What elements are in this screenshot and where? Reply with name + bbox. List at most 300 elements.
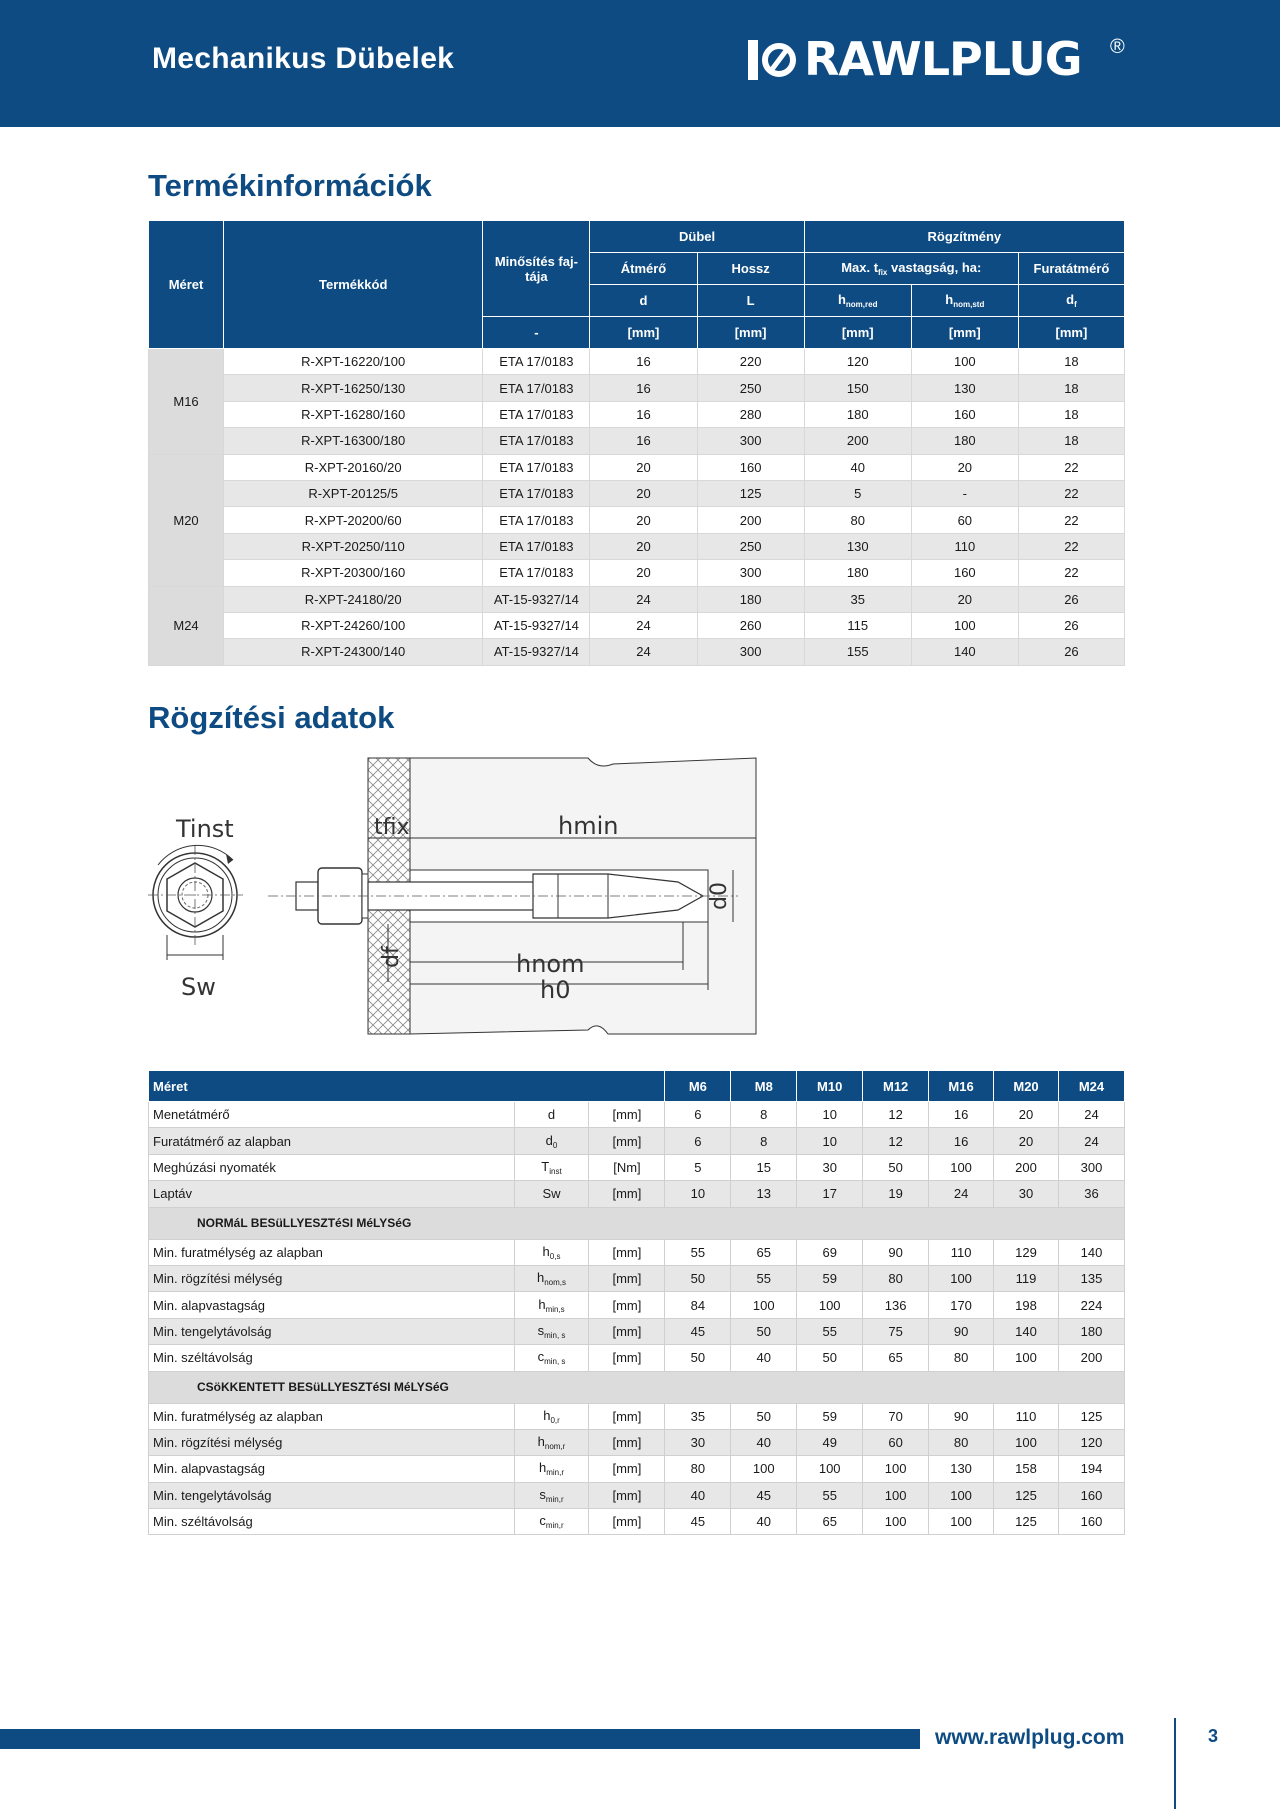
product-table [148,220,1125,666]
row-symbol: $d_0$ [514,1128,589,1154]
table-cell: 55 [731,1265,797,1291]
table-cell: 50 [665,1345,731,1371]
header-hnom-std: $h_{nom,std}$ [911,285,1018,317]
nut-front-view [148,845,243,960]
size-cell: M20 [149,454,224,586]
row-symbol: $h_{min,r}$ [514,1456,589,1482]
table-cell: 100 [863,1509,929,1535]
header-df: $d_f$ [1018,285,1124,317]
footer-url[interactable]: www.rawlplug.com [935,1726,1125,1749]
page-header [0,0,1280,127]
table-cell: 119 [994,1265,1059,1291]
table-cell: 100 [929,1154,994,1180]
table-cell: 20 [994,1128,1059,1154]
table-cell: 16 [590,375,697,401]
unit-dash: - [483,317,590,349]
header-size: M12 [863,1071,929,1102]
row-symbol: $T_{inst}$ [514,1154,589,1180]
table-cell: 13 [731,1181,797,1207]
table-cell: R-XPT-16280/160 [224,401,483,427]
table-cell: ETA 17/0183 [483,428,590,454]
table-row [149,1509,1125,1535]
table-cell: 6 [665,1102,731,1128]
table-cell: R-XPT-20125/5 [224,480,483,506]
table-cell: 18 [1018,375,1124,401]
table-cell: 180 [911,428,1018,454]
table-cell: 224 [1058,1292,1124,1318]
table-row [149,1239,1125,1265]
table-cell: 12 [863,1102,929,1128]
table-cell: 170 [929,1292,994,1318]
row-label: Min. furatmélység az alapban [149,1239,515,1265]
table-cell: 100 [929,1265,994,1291]
table-row [149,349,1125,375]
table-cell: 100 [994,1429,1059,1455]
table-cell: AT-15-9327/14 [483,586,590,612]
table-cell: ETA 17/0183 [483,533,590,559]
table-cell: 19 [863,1181,929,1207]
table-cell: 16 [590,349,697,375]
table-cell: 45 [731,1482,797,1508]
label-d0: d0 [707,882,732,910]
table-cell: 35 [804,586,911,612]
header-minosites: Minősítés faj-tája [483,221,590,317]
table-cell: 20 [911,586,1018,612]
table-cell: - [911,480,1018,506]
table-cell: 100 [731,1456,797,1482]
table-row [149,533,1125,559]
row-unit: [mm] [589,1429,665,1455]
table-cell: 10 [665,1181,731,1207]
table-cell: 200 [804,428,911,454]
table-cell: AT-15-9327/14 [483,639,590,665]
table-row [149,1456,1125,1482]
table-cell: 50 [665,1265,731,1291]
row-symbol: $h_{nom,s}$ [514,1265,589,1291]
table-cell: 250 [697,375,804,401]
row-symbol: $c_{min, s}$ [514,1345,589,1371]
footer-bar [0,1729,920,1749]
table-cell: 24 [590,612,697,638]
table-cell: 10 [797,1102,863,1128]
table-row [149,507,1125,533]
table-cell: 130 [804,533,911,559]
header-meret: Méret [149,1071,665,1102]
logo-text: RAWLPLUG [804,32,1082,86]
unit-mm: [mm] [697,317,804,349]
table-cell: 198 [994,1292,1059,1318]
table-cell: 18 [1018,401,1124,427]
logo-registered: ® [1110,36,1125,58]
table-cell: 22 [1018,454,1124,480]
table-cell: 24 [1058,1128,1124,1154]
table-row [149,375,1125,401]
row-unit: [mm] [589,1345,665,1371]
table-cell: R-XPT-16250/130 [224,375,483,401]
table-cell: 12 [863,1128,929,1154]
table-cell: 22 [1018,507,1124,533]
table-cell: 260 [697,612,804,638]
table-cell: 90 [929,1403,994,1429]
table-cell: 18 [1018,428,1124,454]
table-cell: 90 [863,1239,929,1265]
table-cell: 60 [863,1429,929,1455]
row-symbol: $s_{min, s}$ [514,1318,589,1344]
row-symbol: $h_{nom,r}$ [514,1429,589,1455]
row-unit: [mm] [589,1509,665,1535]
row-symbol: $h_{0,r}$ [514,1403,589,1429]
table-cell: 194 [1058,1456,1124,1482]
table-row [149,1181,1125,1207]
table-cell: 22 [1018,533,1124,559]
table-cell: 15 [731,1154,797,1180]
section-title-product-info: Termékinformációk [148,168,432,203]
table-cell: 55 [797,1318,863,1344]
table-cell: 26 [1018,586,1124,612]
unit-mm: [mm] [804,317,911,349]
table-cell: R-XPT-16220/100 [224,349,483,375]
table-cell: 75 [863,1318,929,1344]
table-cell: 160 [1058,1482,1124,1508]
table-cell: 110 [929,1239,994,1265]
table-cell: 60 [911,507,1018,533]
section-title-installation: Rögzítési adatok [148,700,395,735]
table-cell: 220 [697,349,804,375]
row-unit: [mm] [589,1239,665,1265]
label-sw: Sw [181,973,216,1001]
table-cell: 129 [994,1239,1059,1265]
header-atmero: Átmérő [590,253,697,285]
section-heading: NORMáL BESüLLYESZTéSI MéLYSéG [149,1207,1125,1239]
table-cell: 300 [697,639,804,665]
table-cell: 24 [590,586,697,612]
table-cell: 26 [1018,639,1124,665]
table-cell: 45 [665,1509,731,1535]
table-cell: R-XPT-16300/180 [224,428,483,454]
table-row [149,560,1125,586]
row-label: Min. tengelytávolság [149,1318,515,1344]
header-termekkod: Termékkód [224,221,483,349]
table-cell: ETA 17/0183 [483,507,590,533]
row-label: Menetátmérő [149,1102,515,1128]
table-row [149,1318,1125,1344]
table-cell: 16 [929,1128,994,1154]
table-cell: 16 [929,1102,994,1128]
table-cell: 55 [797,1482,863,1508]
table-cell: 50 [731,1403,797,1429]
table-cell: R-XPT-20250/110 [224,533,483,559]
unit-mm: [mm] [590,317,697,349]
table-cell: 140 [1058,1239,1124,1265]
table-row [149,1403,1125,1429]
table-row [149,1265,1125,1291]
table-cell: 40 [731,1509,797,1535]
table-cell: 180 [804,401,911,427]
label-h0: h0 [540,976,571,1004]
size-cell: M24 [149,586,224,665]
row-label: Min. alapvastagság [149,1292,515,1318]
row-symbol: $h_{0,s}$ [514,1239,589,1265]
table-cell: 100 [731,1292,797,1318]
table-cell: R-XPT-24260/100 [224,612,483,638]
row-symbol: Sw [514,1181,589,1207]
table-cell: 59 [797,1265,863,1291]
table-cell: 160 [911,560,1018,586]
table-cell: 160 [911,401,1018,427]
table-row [149,1345,1125,1371]
row-label: Min. tengelytávolság [149,1482,515,1508]
table-cell: 100 [863,1482,929,1508]
label-df: df [379,946,404,968]
table-cell: 5 [804,480,911,506]
table-cell: 22 [1018,560,1124,586]
table-cell: 40 [731,1429,797,1455]
table-cell: 155 [804,639,911,665]
table-row [149,1482,1125,1508]
table-cell: R-XPT-20300/160 [224,560,483,586]
table-cell: 125 [697,480,804,506]
table-cell: 20 [590,480,697,506]
table-cell: 110 [911,533,1018,559]
table-cell: 10 [797,1128,863,1154]
table-row [149,1154,1125,1180]
table-cell: 24 [1058,1102,1124,1128]
table-cell: 130 [929,1456,994,1482]
row-unit: [mm] [589,1102,665,1128]
row-symbol: $h_{min,s}$ [514,1292,589,1318]
table-row [149,1292,1125,1318]
row-unit: [mm] [589,1265,665,1291]
header-size: M8 [731,1071,797,1102]
label-tfix: tfix [374,815,410,840]
table-cell: ETA 17/0183 [483,560,590,586]
table-cell: 84 [665,1292,731,1318]
header-size: M6 [665,1071,731,1102]
table-cell: 150 [804,375,911,401]
table-cell: 50 [731,1318,797,1344]
table-cell: 180 [697,586,804,612]
table-cell: 125 [1058,1403,1124,1429]
header-size: M24 [1058,1071,1124,1102]
table-cell: 40 [665,1482,731,1508]
table-cell: 158 [994,1456,1059,1482]
table-cell: 50 [863,1154,929,1180]
table-row [149,1128,1125,1154]
table-cell: 65 [731,1239,797,1265]
table-cell: ETA 17/0183 [483,375,590,401]
table-cell: R-XPT-20200/60 [224,507,483,533]
row-label: Laptáv [149,1181,515,1207]
section-row [149,1207,1125,1239]
table-cell: 130 [911,375,1018,401]
installation-drawing [148,750,768,1050]
table-cell: 49 [797,1429,863,1455]
table-cell: 280 [697,401,804,427]
header-d: d [590,285,697,317]
table-cell: 50 [797,1345,863,1371]
table-row [149,454,1125,480]
table-cell: 135 [1058,1265,1124,1291]
row-unit: [mm] [589,1403,665,1429]
table-cell: 115 [804,612,911,638]
table-cell: 140 [994,1318,1059,1344]
table-cell: 70 [863,1403,929,1429]
rawlplug-logo [748,32,1128,86]
table-cell: 20 [590,454,697,480]
row-label: Min. rögzítési mélység [149,1429,515,1455]
table-cell: 125 [994,1509,1059,1535]
page-number: 3 [1208,1726,1219,1746]
table-row [149,586,1125,612]
table-row [149,612,1125,638]
table-cell: 250 [697,533,804,559]
table-cell: 22 [1018,480,1124,506]
section-heading: CSöKKENTETT BESüLLYESZTéSI MéLYSéG [149,1371,1125,1403]
row-unit: [mm] [589,1456,665,1482]
table-cell: 30 [797,1154,863,1180]
table-cell: 100 [797,1292,863,1318]
row-unit: [mm] [589,1318,665,1344]
table-cell: 100 [863,1456,929,1482]
table-row [149,480,1125,506]
row-unit: [mm] [589,1482,665,1508]
header-furatatmero: Furatátmérő [1018,253,1124,285]
row-unit: [mm] [589,1181,665,1207]
table-cell: 69 [797,1239,863,1265]
table-cell: 110 [994,1403,1059,1429]
unit-mm: [mm] [1018,317,1124,349]
label-hmin: hmin [558,812,619,840]
header-max-tfix: Max. $t_{fix}$ vastagság, ha: [804,253,1018,285]
header-size: M16 [929,1071,994,1102]
table-cell: R-XPT-24300/140 [224,639,483,665]
table-cell: 20 [911,454,1018,480]
table-cell: 136 [863,1292,929,1318]
table-cell: 200 [994,1154,1059,1180]
table-cell: 65 [863,1345,929,1371]
header-size: M10 [797,1071,863,1102]
table-cell: 30 [665,1429,731,1455]
label-tinst: Tinst [176,815,234,843]
table-cell: 120 [804,349,911,375]
table-cell: 125 [994,1482,1059,1508]
table-cell: 100 [911,612,1018,638]
table-cell: 80 [863,1265,929,1291]
table-row [149,401,1125,427]
table-cell: 80 [665,1456,731,1482]
table-cell: 20 [590,560,697,586]
table-cell: 100 [929,1482,994,1508]
table-cell: 24 [590,639,697,665]
table-cell: R-XPT-24180/20 [224,586,483,612]
table-cell: 65 [797,1509,863,1535]
table-cell: ETA 17/0183 [483,349,590,375]
table-cell: 20 [590,507,697,533]
table-cell: ETA 17/0183 [483,480,590,506]
row-unit: [mm] [589,1292,665,1318]
table-cell: 200 [1058,1345,1124,1371]
row-label: Min. széltávolság [149,1509,515,1535]
table-cell: 20 [590,533,697,559]
header-hnom-red: $h_{nom,red}$ [804,285,911,317]
row-symbol: d [514,1102,589,1128]
table-row [149,1429,1125,1455]
row-symbol: $c_{min,r}$ [514,1509,589,1535]
table-cell: 300 [1058,1154,1124,1180]
table-cell: 80 [929,1345,994,1371]
header-rogzitmeny: Rögzítmény [804,221,1124,253]
table-cell: 20 [994,1102,1059,1128]
table-cell: R-XPT-20160/20 [224,454,483,480]
row-unit: [mm] [589,1128,665,1154]
table-cell: 90 [929,1318,994,1344]
row-label: Furatátmérő az alapban [149,1128,515,1154]
row-label: Min. furatmélység az alapban [149,1403,515,1429]
table-cell: 55 [665,1239,731,1265]
table-row [149,428,1125,454]
table-cell: 160 [697,454,804,480]
row-label: Min. alapvastagság [149,1456,515,1482]
table-cell: 160 [1058,1509,1124,1535]
table-cell: 300 [697,560,804,586]
table-cell: ETA 17/0183 [483,401,590,427]
table-cell: 180 [1058,1318,1124,1344]
unit-mm: [mm] [911,317,1018,349]
table-cell: 17 [797,1181,863,1207]
table-cell: 5 [665,1154,731,1180]
table-cell: 26 [1018,612,1124,638]
table-cell: 18 [1018,349,1124,375]
table-cell: 40 [731,1345,797,1371]
section-row [149,1371,1125,1403]
logo-mark-icon [748,40,802,84]
label-hnom: hnom [516,950,585,978]
table-cell: 180 [804,560,911,586]
table-cell: 40 [804,454,911,480]
table-cell: 45 [665,1318,731,1344]
header-meret: Méret [149,221,224,349]
table-cell: 300 [697,428,804,454]
table-cell: 36 [1058,1181,1124,1207]
table-cell: 200 [697,507,804,533]
table-cell: 16 [590,401,697,427]
anchor-diagram [148,750,768,1050]
size-cell: M16 [149,349,224,455]
row-label: Min. rögzítési mélység [149,1265,515,1291]
table-cell: 100 [797,1456,863,1482]
row-unit: [Nm] [589,1154,665,1180]
table-cell: ETA 17/0183 [483,454,590,480]
header-L: L [697,285,804,317]
header-dubel: Dübel [590,221,804,253]
header-title: Mechanikus Dübelek [152,42,455,75]
table-cell: 24 [929,1181,994,1207]
table-cell: 100 [911,349,1018,375]
header-size: M20 [994,1071,1059,1102]
footer-divider [1174,1718,1176,1809]
table-cell: 6 [665,1128,731,1154]
header-hossz: Hossz [697,253,804,285]
row-label: Min. széltávolság [149,1345,515,1371]
row-symbol: $s_{min,r}$ [514,1482,589,1508]
table-cell: 8 [731,1128,797,1154]
installation-table [148,1070,1125,1535]
table-cell: 80 [929,1429,994,1455]
table-cell: 59 [797,1403,863,1429]
table-cell: 8 [731,1102,797,1128]
table-cell: 100 [929,1509,994,1535]
table-cell: 30 [994,1181,1059,1207]
